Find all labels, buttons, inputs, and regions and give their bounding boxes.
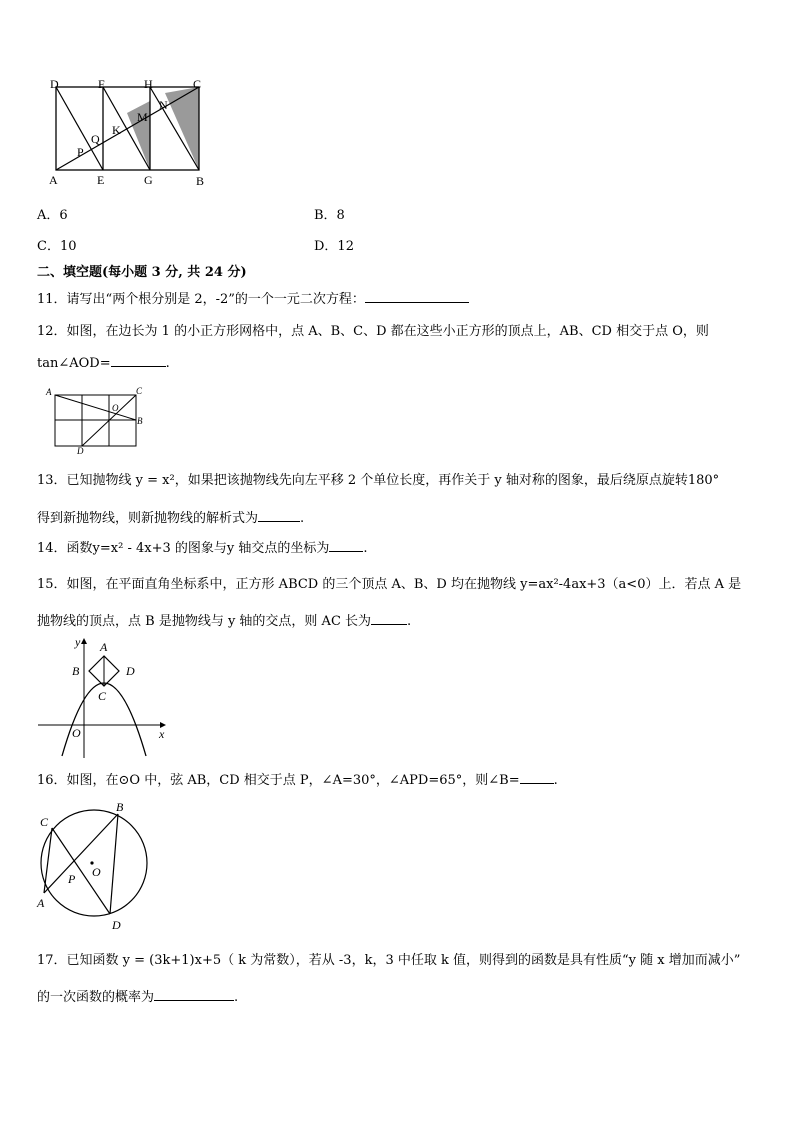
question-11 bbox=[37, 292, 469, 308]
option-c: C．10 bbox=[37, 239, 77, 254]
period: . bbox=[363, 541, 368, 556]
parabola-figure-q15 bbox=[34, 634, 174, 764]
fig16-label-c: C bbox=[40, 815, 49, 829]
label-c: C bbox=[193, 77, 202, 91]
fig15-label-a: A bbox=[100, 640, 108, 654]
option-a: A．6 bbox=[37, 208, 68, 223]
label-p: P bbox=[77, 145, 84, 159]
question-13-text: 得到新抛物线，则新抛物线的解析式为 bbox=[37, 511, 259, 526]
fig12-label-d: D bbox=[77, 446, 84, 456]
period: . bbox=[165, 356, 170, 371]
shaded-triangle-nhc bbox=[165, 87, 199, 170]
label-g: G bbox=[144, 173, 153, 187]
question-15-line2 bbox=[37, 614, 411, 630]
circle-figure-q16 bbox=[32, 796, 162, 936]
fig16-label-p: P bbox=[68, 872, 76, 886]
fig12-label-c: C bbox=[136, 386, 143, 396]
section-title: 二、填空题(每小题 3 分, 共 24 分) bbox=[37, 265, 247, 280]
fig15-label-d: D bbox=[126, 664, 135, 678]
fig15-label-o: O bbox=[72, 726, 81, 740]
question-13-line2 bbox=[37, 511, 304, 527]
question-16-text: 16．如图，在⊙O 中，弦 AB，CD 相交于点 P，∠A=30°，∠APD=65°，则∠B= bbox=[37, 773, 520, 788]
period: . bbox=[553, 773, 558, 788]
question-16 bbox=[37, 773, 558, 789]
option-d: D．12 bbox=[314, 239, 354, 254]
fig12-label-b: B bbox=[137, 416, 143, 426]
label-a: A bbox=[49, 173, 58, 187]
answer-blank-11 bbox=[365, 302, 469, 303]
period: . bbox=[407, 614, 412, 629]
answer-blank-14 bbox=[329, 551, 363, 552]
fig12-label-o: O bbox=[112, 403, 119, 413]
label-q: Q bbox=[91, 132, 100, 146]
fig12-label-a: A bbox=[46, 387, 52, 397]
answer-blank-13 bbox=[258, 521, 300, 522]
question-14 bbox=[37, 541, 368, 557]
fig16-label-b: B bbox=[116, 800, 124, 814]
fig16-label-a: A bbox=[37, 896, 45, 910]
question-14-text: 14．函数y=x² - 4x+3 的图象与y 轴交点的坐标为 bbox=[37, 541, 330, 556]
question-12-text: tan∠AOD= bbox=[37, 356, 111, 371]
question-12-line2 bbox=[37, 356, 170, 372]
question-17-line1: 17．已知函数 y = (3k+1)x+5（ k 为常数），若从 -3，k，3 中任取 k 值，则得到的函数是具有性质“y 随 x 增加而减小” bbox=[37, 953, 741, 968]
label-e: E bbox=[97, 173, 105, 187]
question-15-line1: 15．如图，在平面直角坐标系中，正方形 ABCD 的三个顶点 A、B、D 均在抛物线 y=ax²-4ax+3（a<0）上．若点 A 是 bbox=[37, 577, 742, 592]
question-13-line1: 13．已知抛物线 y = x²，如果把该抛物线先向左平移 2 个单位长度，再作关于 y 轴对称的图象，最后绕原点旋转180° bbox=[37, 473, 720, 488]
fig15-label-x: x bbox=[159, 727, 165, 741]
answer-blank-15 bbox=[371, 624, 407, 625]
label-k: K bbox=[112, 123, 121, 137]
fig15-label-c: C bbox=[98, 689, 107, 703]
label-b: B bbox=[196, 174, 205, 188]
label-h: H bbox=[144, 77, 153, 91]
grid-figure-q12 bbox=[44, 384, 144, 456]
geometry-figure-rectangle bbox=[40, 76, 220, 191]
label-m: M bbox=[137, 110, 148, 124]
answer-blank-17 bbox=[154, 1000, 234, 1001]
answer-blank-12 bbox=[111, 366, 166, 367]
fig15-label-b: B bbox=[72, 664, 80, 678]
label-d: D bbox=[50, 77, 59, 91]
question-17-line2 bbox=[37, 990, 238, 1006]
period: . bbox=[300, 511, 305, 526]
fig16-label-o: O bbox=[92, 865, 101, 879]
label-n: N bbox=[159, 98, 168, 112]
period: . bbox=[234, 990, 239, 1005]
label-f: F bbox=[98, 77, 105, 91]
question-11-text: 11．请写出“两个根分别是 2，-2”的一个一元二次方程： bbox=[37, 292, 365, 307]
fig15-label-y: y bbox=[75, 635, 81, 649]
question-17-text: 的一次函数的概率为 bbox=[37, 990, 155, 1005]
option-b: B．8 bbox=[314, 208, 345, 223]
answer-blank-16 bbox=[520, 783, 554, 784]
fig16-label-d: D bbox=[112, 918, 121, 932]
question-12-line1: 12．如图，在边长为 1 的小正方形网格中，点 A、B、C、D 都在这些小正方形的顶点上，AB、CD 相交于点 O，则 bbox=[37, 324, 709, 339]
question-15-text: 抛物线的顶点，点 B 是抛物线与 y 轴的交点，则 AC 长为 bbox=[37, 614, 372, 629]
